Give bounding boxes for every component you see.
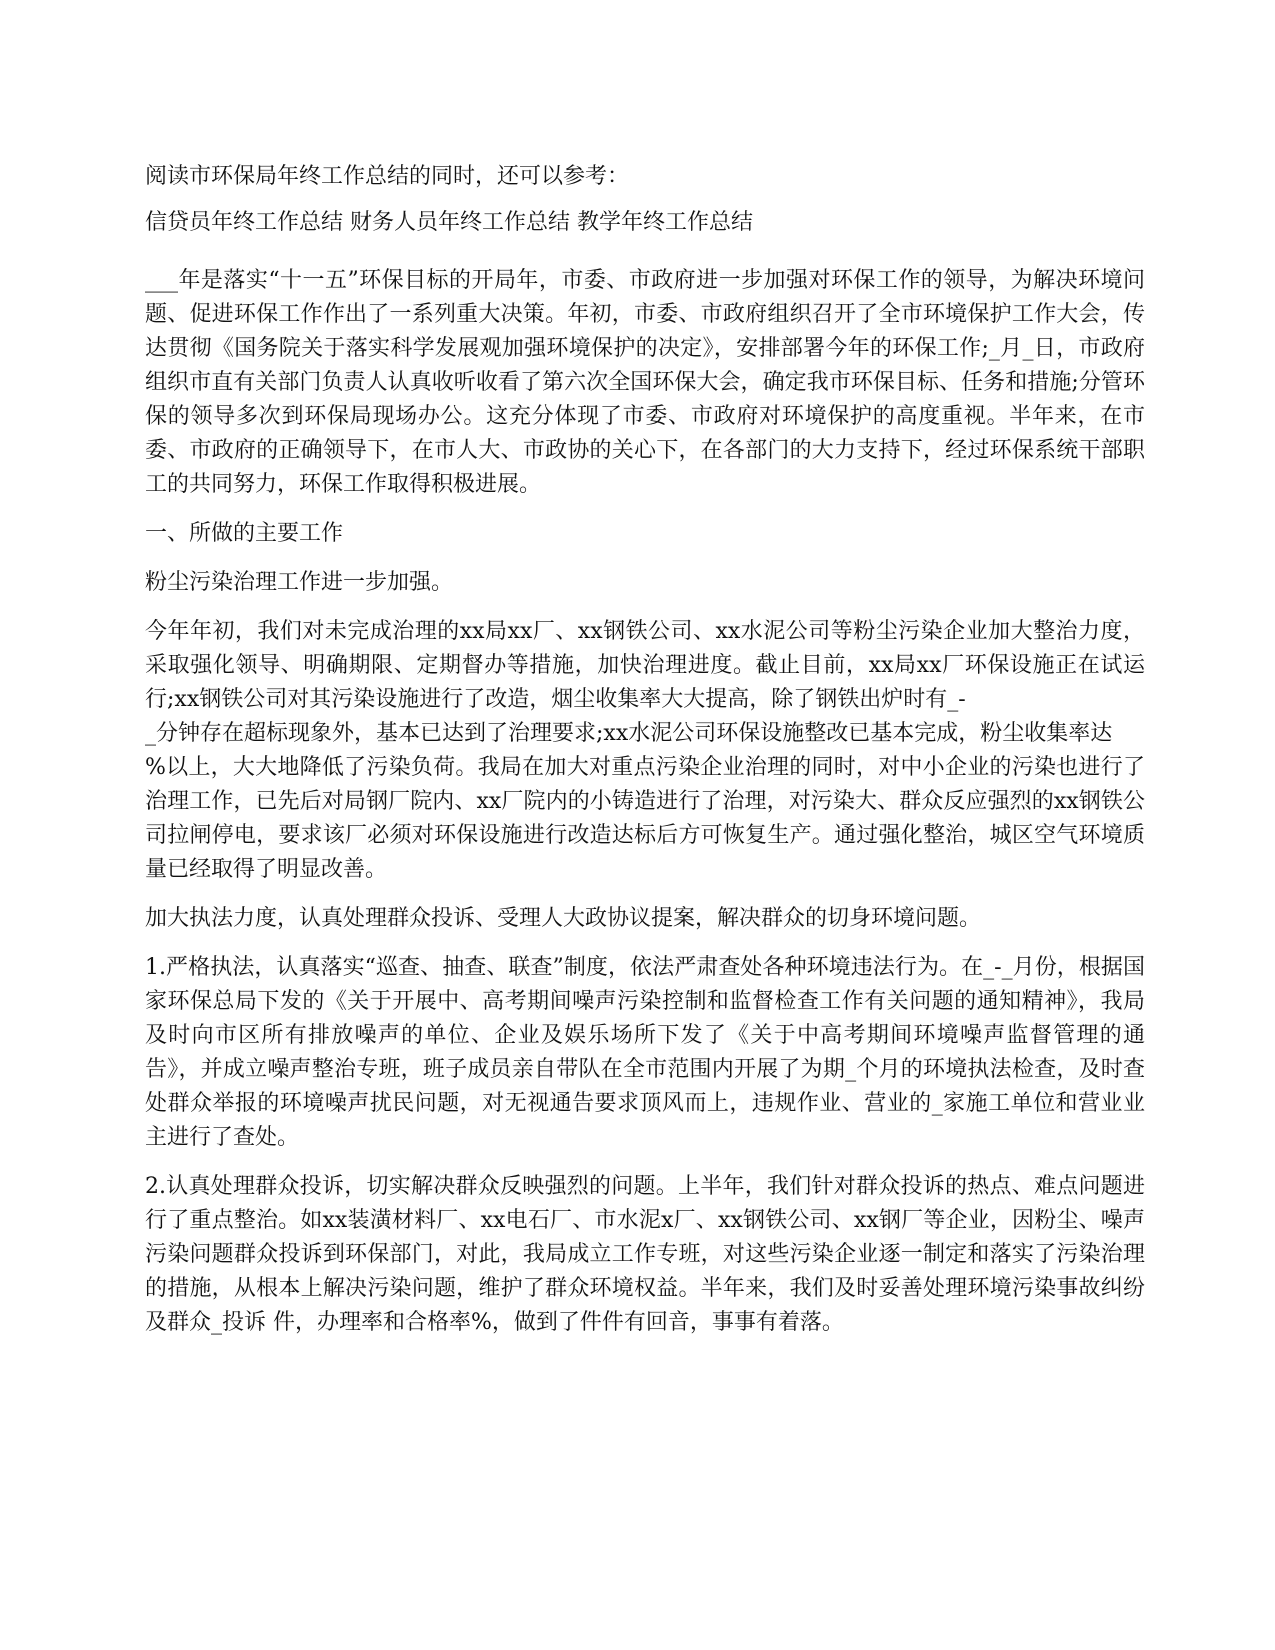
subheading: 粉尘污染治理工作进一步加强。: [145, 570, 454, 595]
document-page: [145, 160, 1145, 1355]
subheading: 加大执法力度，认真处理群众投诉、受理人大政协议提案，解决群众的切身环境问题。: [145, 906, 982, 931]
intro-line: 阅读市环保局年终工作总结的同时，还可以参考：: [145, 164, 630, 189]
body-paragraph: 1.严格执法，认真落实“巡查、抽查、联查”制度，依法严肃查处各种环境违法行为。在_-_月份，根据国家环保总局下发的《关于开展中、高考期间噪声污染控制和监督检查工作有关问题的通知精神》，我局及时向市区所有排放噪声的单位、企业及娱乐场所下发了《关于中高考期间环境噪声监督管理的通告》，并成立噪声整治专班，班子成员亲自带队在全市范围内开展了为期_个月的环境执法检查，及时查处群众举报的环境噪声扰民问题，对无视通告要求顶风而上，违规作业、营业的_家施工单位和营业业主进行了查处。: [145, 955, 1145, 1150]
related-links: 信贷员年终工作总结 财务人员年终工作总结 教学年终工作总结: [145, 210, 753, 235]
body-paragraph: ___年是落实“十一五”环保目标的开局年，市委、市政府进一步加强对环保工作的领导，为解决环境问题、促进环保工作作出了一系列重大决策。年初，市委、市政府组织召开了全市环境保护工作大会，传达贯彻《国务院关于落实科学发展观加强环境保护的决定》，安排部署今年的环保工作;_月_日，市政府组织市直有关部门负责人认真收听收看了第六次全国环保大会，确定我市环保目标、任务和措施;分管环保的领导多次到环保局现场办公。这充分体现了市委、市政府对环境保护的高度重视。半年来，在市委、市政府的正确领导下，在市人大、市政协的关心下，在各部门的大力支持下，经过环保系统干部职工的共同努力，环保工作取得积极进展。: [145, 268, 1145, 497]
body-paragraph: 今年年初，我们对未完成治理的xx局xx厂、xx钢铁公司、xx水泥公司等粉尘污染企业加大整治力度，采取强化领导、明确期限、定期督办等措施，加快治理进度。截止目前，xx局xx厂环保设施正在试运行;xx钢铁公司对其污染设施进行了改造，烟尘收集率大大提高，除了钢铁出炉时有_- _分钟存在超标现象外，基本已达到了治理要求;xx水泥公司环保设施整改已基本完成，粉尘收集率达 %以上，大大地降低了污染负荷。我局在加大对重点污染企业治理的同时，对中小企业的污染也进行了治理工作，已先后对局钢厂院内、xx厂院内的小铸造进行了治理，对污染大、群众反应强烈的xx钢铁公司拉闸停电，要求该厂必须对环保设施进行改造达标后方可恢复生产。通过强化整治，城区空气环境质量已经取得了明显改善。: [145, 619, 1145, 882]
body-paragraph: 2.认真处理群众投诉，切实解决群众反映强烈的问题。上半年，我们针对群众投诉的热点、难点问题进行了重点整治。如xx装潢材料厂、xx电石厂、市水泥x厂、xx钢铁公司、xx钢厂等企业，因粉尘、噪声污染问题群众投诉到环保部门，对此，我局成立工作专班，对这些污染企业逐一制定和落实了污染治理的措施，从根本上解决污染问题，维护了群众环境权益。半年来，我们及时妥善处理环境污染事故纠纷及群众_投诉 件，办理率和合格率%，做到了件件有回音，事事有着落。: [145, 1174, 1145, 1335]
section-heading: 一、所做的主要工作: [145, 521, 344, 546]
